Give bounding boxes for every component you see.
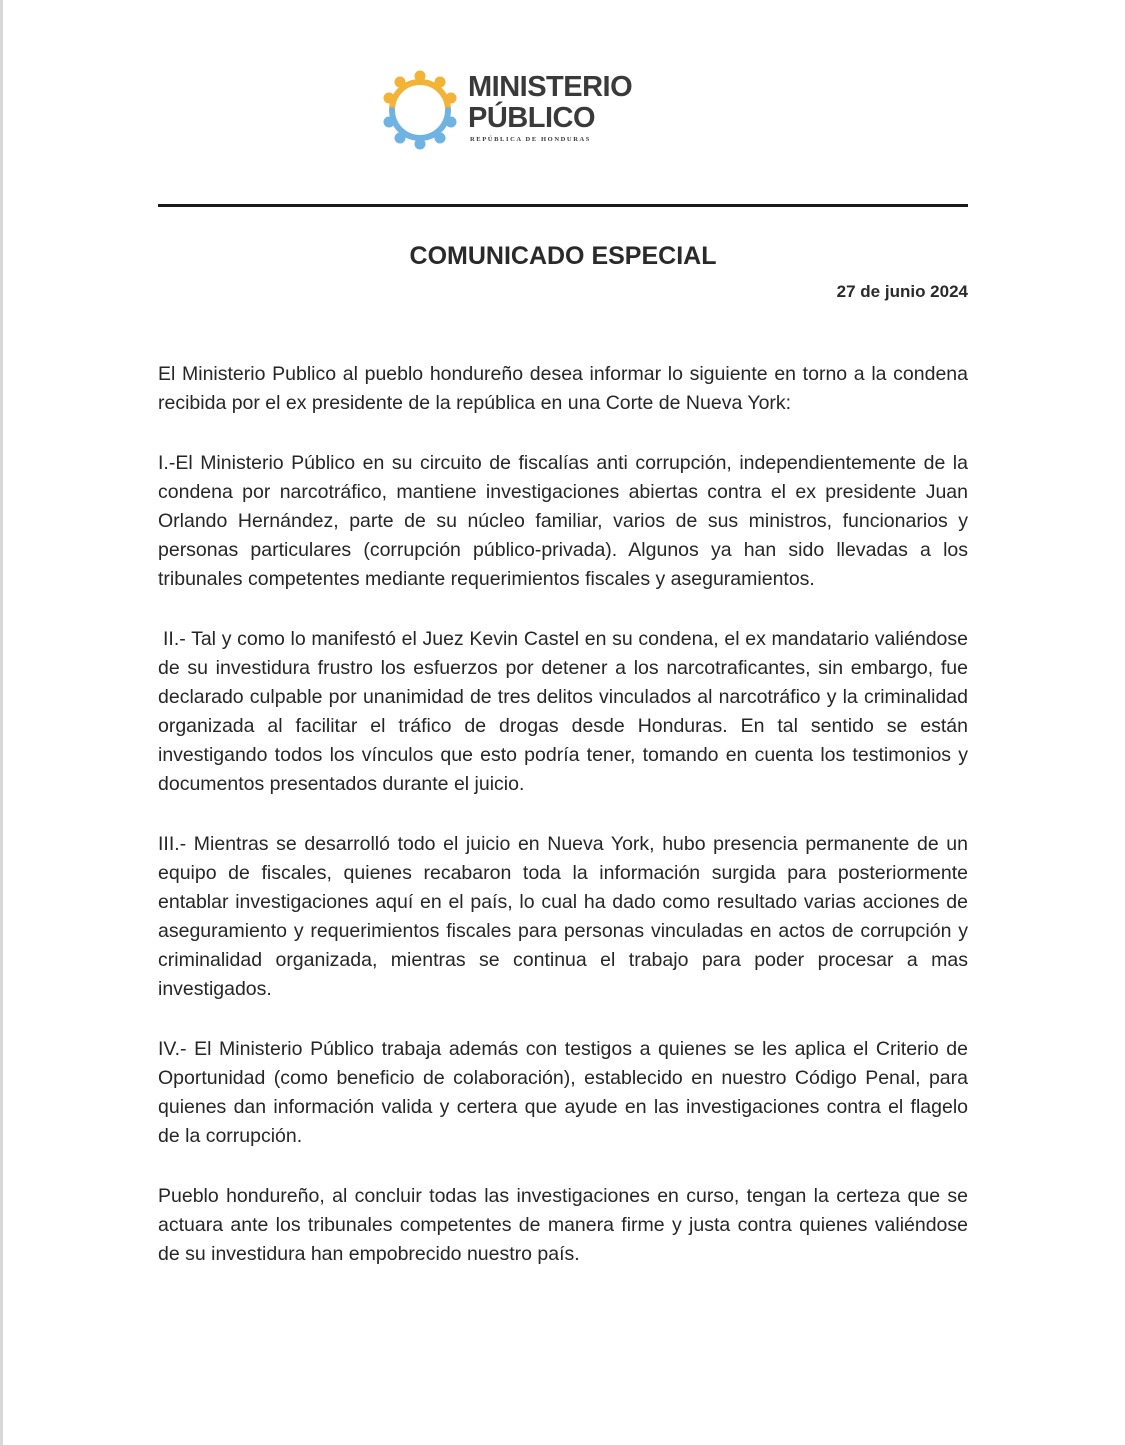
paragraph-iv: IV.- El Ministerio Público trabaja además con testigos a quienes se les aplica el Criterio de Oportunidad (como beneficio de colaboración), establecido en nuestro Código Penal, para quienes dan información valida y certera que ayude en las investigaciones contra el flagelo de la corrupción. bbox=[158, 1038, 968, 1147]
document-date: 27 de junio 2024 bbox=[836, 282, 968, 301]
logo-line-publico: PÚBLICO bbox=[468, 102, 595, 134]
page-edge bbox=[0, 0, 3, 1445]
document-body bbox=[158, 360, 968, 1300]
ministerio-publico-logo bbox=[380, 70, 650, 150]
people-circle-logo-icon bbox=[380, 70, 460, 150]
logo-line-ministerio: MINISTERIO bbox=[468, 71, 633, 103]
paragraph-ii: II.- Tal y como lo manifestó el Juez Kevin Castel en su condena, el ex mandatario valiéndose de su investidura frustro los esfuerzos por detener a los narcotraficantes, sin embargo, fue declarado culpable por unanimidad de tres delitos vinculados al narcotráfico y la criminalidad organizada al facilitar el tráfico de drogas desde Honduras. En tal sentido se están investigando todos los vínculos que esto podría tener, tomando en cuenta los testimonios y documentos presentados durante el juicio. bbox=[158, 628, 968, 795]
paragraph-closing: Pueblo hondureño, al concluir todas las investigaciones en curso, tengan la certeza que se actuara ante los tribunales competentes de manera firme y justa contra quienes valiéndose de su investidura han empobrecido nuestro país. bbox=[158, 1185, 968, 1265]
logo-wordmark bbox=[468, 72, 632, 143]
paragraph-iii: III.- Mientras se desarrolló todo el juicio en Nueva York, hubo presencia permanente de un equipo de fiscales, quienes recabaron toda la información surgida para posteriormente entablar investigaciones aquí en el país, lo cual ha dado como resultado varias acciones de aseguramiento y requerimientos fiscales para personas vinculadas en actos de corrupción y criminalidad organizada, mientras se continua el trabajo para poder procesar a mas investigados. bbox=[158, 833, 968, 1000]
header-divider bbox=[158, 204, 968, 207]
document-title: COMUNICADO ESPECIAL bbox=[409, 242, 717, 270]
logo-subtitle: REPÚBLICA DE HONDURAS bbox=[470, 136, 592, 143]
paragraph-i: I.-El Ministerio Público en su circuito de fiscalías anti corrupción, independientemente de la condena por narcotráfico, mantiene investigaciones abiertas contra el ex presidente Juan Orlando Hernández, parte de su núcleo familiar, varios de sus ministros, funcionarios y personas particulares (corrupción público-privada). Algunos ya han sido llevadas a los tribunales competentes mediante requerimientos fiscales y aseguramientos. bbox=[158, 452, 968, 590]
paragraph-intro: El Ministerio Publico al pueblo hondureño desea informar lo siguiente en torno a la condena recibida por el ex presidente de la república en una Corte de Nueva York: bbox=[158, 363, 968, 414]
